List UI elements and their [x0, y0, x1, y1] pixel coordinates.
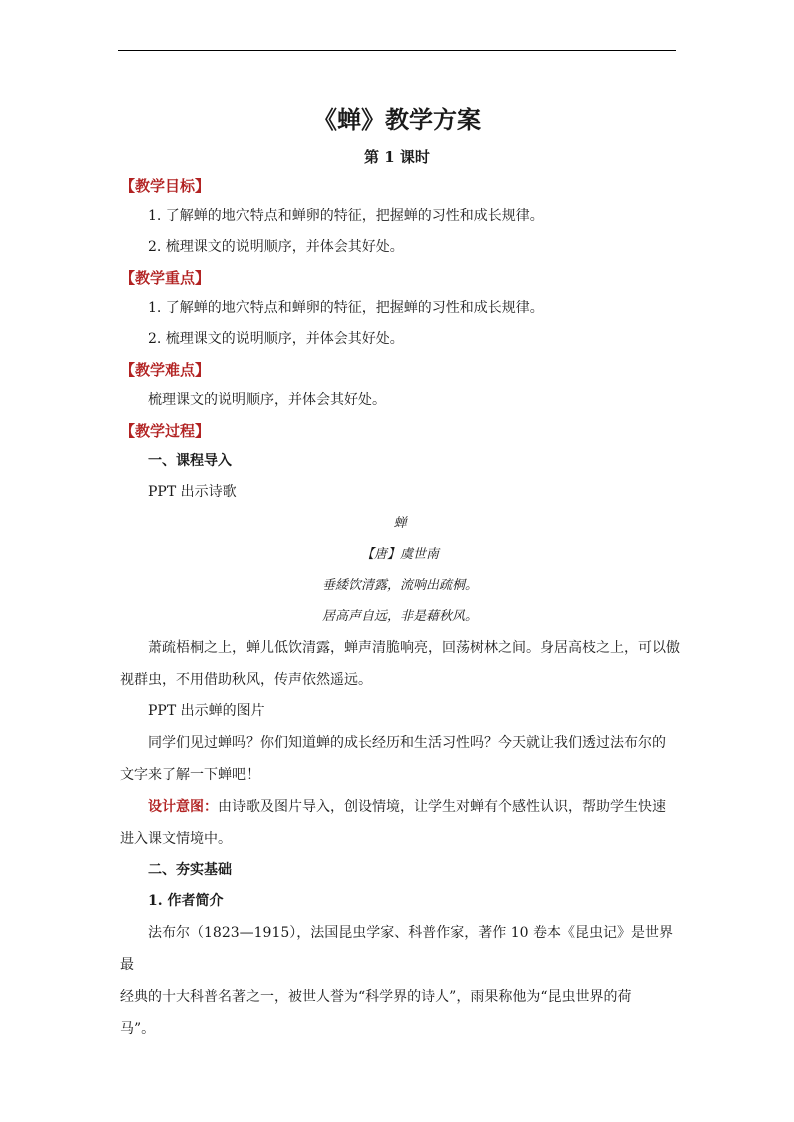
goal-item: 2. 梳理课文的说明顺序，并体会其好处。 [148, 239, 404, 255]
part1-heading: 一、课程导入 [148, 453, 232, 469]
section-heading-key-points: 【教学重点】 [120, 269, 211, 287]
key-point-item: 2. 梳理课文的说明顺序，并体会其好处。 [148, 331, 404, 347]
poem-explanation: 萧疏梧桐之上，蝉儿低饮清露，蝉声清脆响亮，回荡树林之间。身居高枝之上，可以傲 视群虫，不用借助秋风，传声依然遥远。 [120, 640, 680, 688]
section-heading-goals: 【教学目标】 [120, 177, 211, 195]
author-intro: 法布尔（1823—1915），法国昆虫学家、科普作家，著作 10 卷本《昆虫记》是世界最 经典的十大科普名著之一，被世人誉为“科学界的诗人”，雨果称他为“昆虫世界的荷 马”。 [120, 925, 673, 1037]
ppt-poem-note: PPT 出示诗歌 [148, 484, 237, 500]
design-intent-label: 设计意图： [148, 799, 218, 815]
intro-question: 同学们见过蝉吗？你们知道蝉的成长经历和生活习性吗？今天就让我们透过法布尔的 文字来了解一下蝉吧！ [120, 735, 666, 783]
poem-line: 垂緌饮清露，流响出疏桐。 [321, 578, 478, 593]
difficulty-item: 梳理课文的说明顺序，并体会其好处。 [148, 392, 386, 408]
document-body [120, 171, 680, 1045]
key-point-item: 1. 了解蝉的地穴特点和蝉卵的特征，把握蝉的习性和成长规律。 [148, 300, 544, 316]
design-intent-text: 由诗歌及图片导入，创设情境，让学生对蝉有个感性认识，帮助学生快速 进入课文情境中。 [120, 799, 666, 847]
header-rule [118, 50, 676, 51]
poem-title: 蝉 [393, 516, 407, 531]
design-intent [120, 791, 680, 855]
goal-item: 1. 了解蝉的地穴特点和蝉卵的特征，把握蝉的习性和成长规律。 [148, 208, 544, 224]
document-title: 《蝉》教学方案 [313, 105, 481, 134]
section-heading-difficulties: 【教学难点】 [120, 361, 211, 379]
poem-author: 【唐】虞世南 [360, 547, 439, 562]
author-intro-heading: 1. 作者简介 [148, 893, 224, 909]
lesson-period: 第 1 课时 [364, 148, 430, 166]
part2-heading: 二、夯实基础 [148, 862, 232, 878]
poem-line: 居高声自远，非是藉秋风。 [321, 609, 478, 624]
ppt-image-note: PPT 出示蝉的图片 [148, 703, 265, 719]
section-heading-process: 【教学过程】 [120, 422, 211, 440]
